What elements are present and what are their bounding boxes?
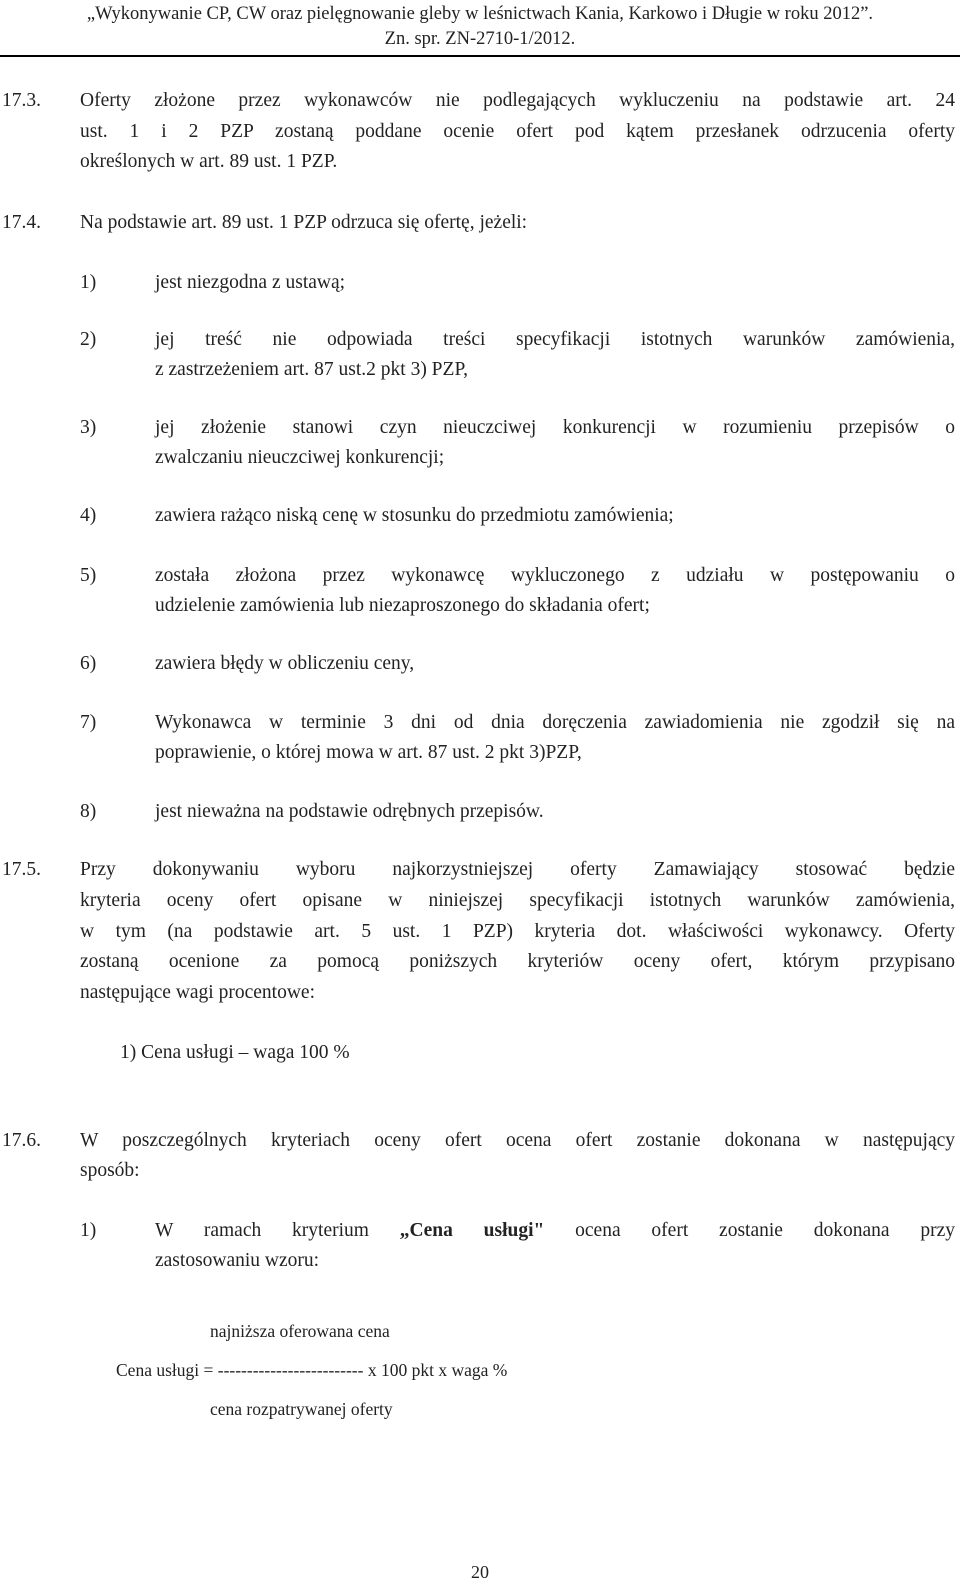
- paragraph-line: Oferty złożone przez wykonawców nie podlegających wykluczeniu na podstawie art. 24: [80, 90, 955, 111]
- section-number: 17.6.: [2, 1130, 41, 1151]
- list-item-text: została złożona przez wykonawcę wykluczonego z udziału w postępowaniu o: [155, 565, 955, 586]
- section-number: 17.3.: [2, 90, 41, 111]
- paragraph-line: kryteria oceny ofert opisane w niniejszej specyfikacji istotnych warunków zamówienia,: [80, 890, 955, 911]
- formula-line: [116, 1359, 507, 1381]
- list-item-number: 8): [80, 801, 97, 822]
- list-item-number: 5): [80, 565, 97, 586]
- paragraph-line: sposób:: [80, 1160, 140, 1181]
- paragraph-line: ust. 1 i 2 PZP zostaną poddane ocenie ofert pod kątem przesłanek odrzucenia oferty: [80, 121, 955, 142]
- header-title: „Wykonywanie CP, CW oraz pielęgnowanie gleby w leśnictwach Kania, Karkowo i Długie w roku 2012”.: [86, 4, 874, 24]
- list-item-text: z zastrzeżeniem art. 87 ust.2 pkt 3) PZP,: [155, 359, 468, 380]
- criterion-rest: ocena ofert zostanie dokonana przy: [544, 1220, 956, 1241]
- formula-numerator: najniższa oferowana cena: [210, 1321, 390, 1341]
- list-item-text: jej treść nie odpowiada treści specyfikacji istotnych warunków zamówienia,: [155, 329, 955, 350]
- list-item-number: 1): [80, 1220, 97, 1241]
- list-item-text: zawiera błędy w obliczeniu ceny,: [155, 653, 415, 674]
- list-item-text: poprawienie, o której mowa w art. 87 ust. 2 pkt 3)PZP,: [155, 742, 582, 763]
- list-item-text: jej złożenie stanowi czyn nieuczciwej konkurencji w rozumieniu przepisów o: [155, 417, 955, 438]
- list-item-text: zastosowaniu wzoru:: [155, 1250, 320, 1271]
- paragraph-line: następujące wagi procentowe:: [80, 982, 315, 1003]
- list-item-text: zwalczaniu nieuczciwej konkurencji;: [155, 447, 445, 468]
- section-number: 17.5.: [2, 859, 41, 880]
- list-item-text: jest nieważna na podstawie odrębnych przepisów.: [155, 801, 544, 822]
- list-item-text: zawiera rażąco niską cenę w stosunku do przedmiotu zamówienia;: [155, 505, 674, 526]
- paragraph-line: W poszczególnych kryteriach oceny ofert ocena ofert zostanie dokonana w następujący: [80, 1130, 955, 1151]
- paragraph-line: Na podstawie art. 89 ust. 1 PZP odrzuca się ofertę, jeżeli:: [80, 212, 528, 233]
- list-item-text: jest niezgodna z ustawą;: [155, 272, 346, 293]
- list-item-number: 2): [80, 329, 97, 350]
- section-number: 17.4.: [2, 212, 41, 233]
- list-item-number: 7): [80, 712, 97, 733]
- formula-rhs: x 100 pkt x waga %: [367, 1360, 508, 1380]
- formula-lhs: Cena usługi =: [116, 1360, 218, 1380]
- paragraph-line: zostaną ocenione za pomocą poniższych kryteriów oceny ofert, którym przypisano: [80, 951, 955, 972]
- header-reference: Zn. spr. ZN-2710-1/2012.: [384, 29, 576, 49]
- paragraph-line: Przy dokonywaniu wyboru najkorzystniejszej oferty Zamawiający stosować będzie: [80, 859, 955, 880]
- list-item-text: [155, 1215, 955, 1246]
- list-item-text: udzielenie zamówienia lub niezaproszonego do składania ofert;: [155, 595, 650, 616]
- formula-fraction-bar: -------------------------: [217, 1360, 368, 1380]
- paragraph-line: w tym (na podstawie art. 5 ust. 1 PZP) kryteria dot. właściwości wykonawcy. Oferty: [80, 921, 955, 942]
- criterion-item: 1) Cena usługi – waga 100 %: [120, 1042, 350, 1063]
- list-item-number: 3): [80, 417, 97, 438]
- list-item-number: 4): [80, 505, 97, 526]
- criterion-intro: W ramach kryterium: [155, 1220, 400, 1241]
- list-item-number: 1): [80, 272, 97, 293]
- page-number: 20: [471, 1562, 489, 1582]
- header-divider: [0, 55, 960, 57]
- list-item-number: 6): [80, 653, 97, 674]
- paragraph-line: określonych w art. 89 ust. 1 PZP.: [80, 151, 338, 172]
- list-item-text: Wykonawca w terminie 3 dni od dnia doręczenia zawiadomienia nie zgodził się na: [155, 712, 955, 733]
- criterion-name: „Cena usługi": [399, 1220, 545, 1241]
- formula-denominator: cena rozpatrywanej oferty: [210, 1399, 393, 1419]
